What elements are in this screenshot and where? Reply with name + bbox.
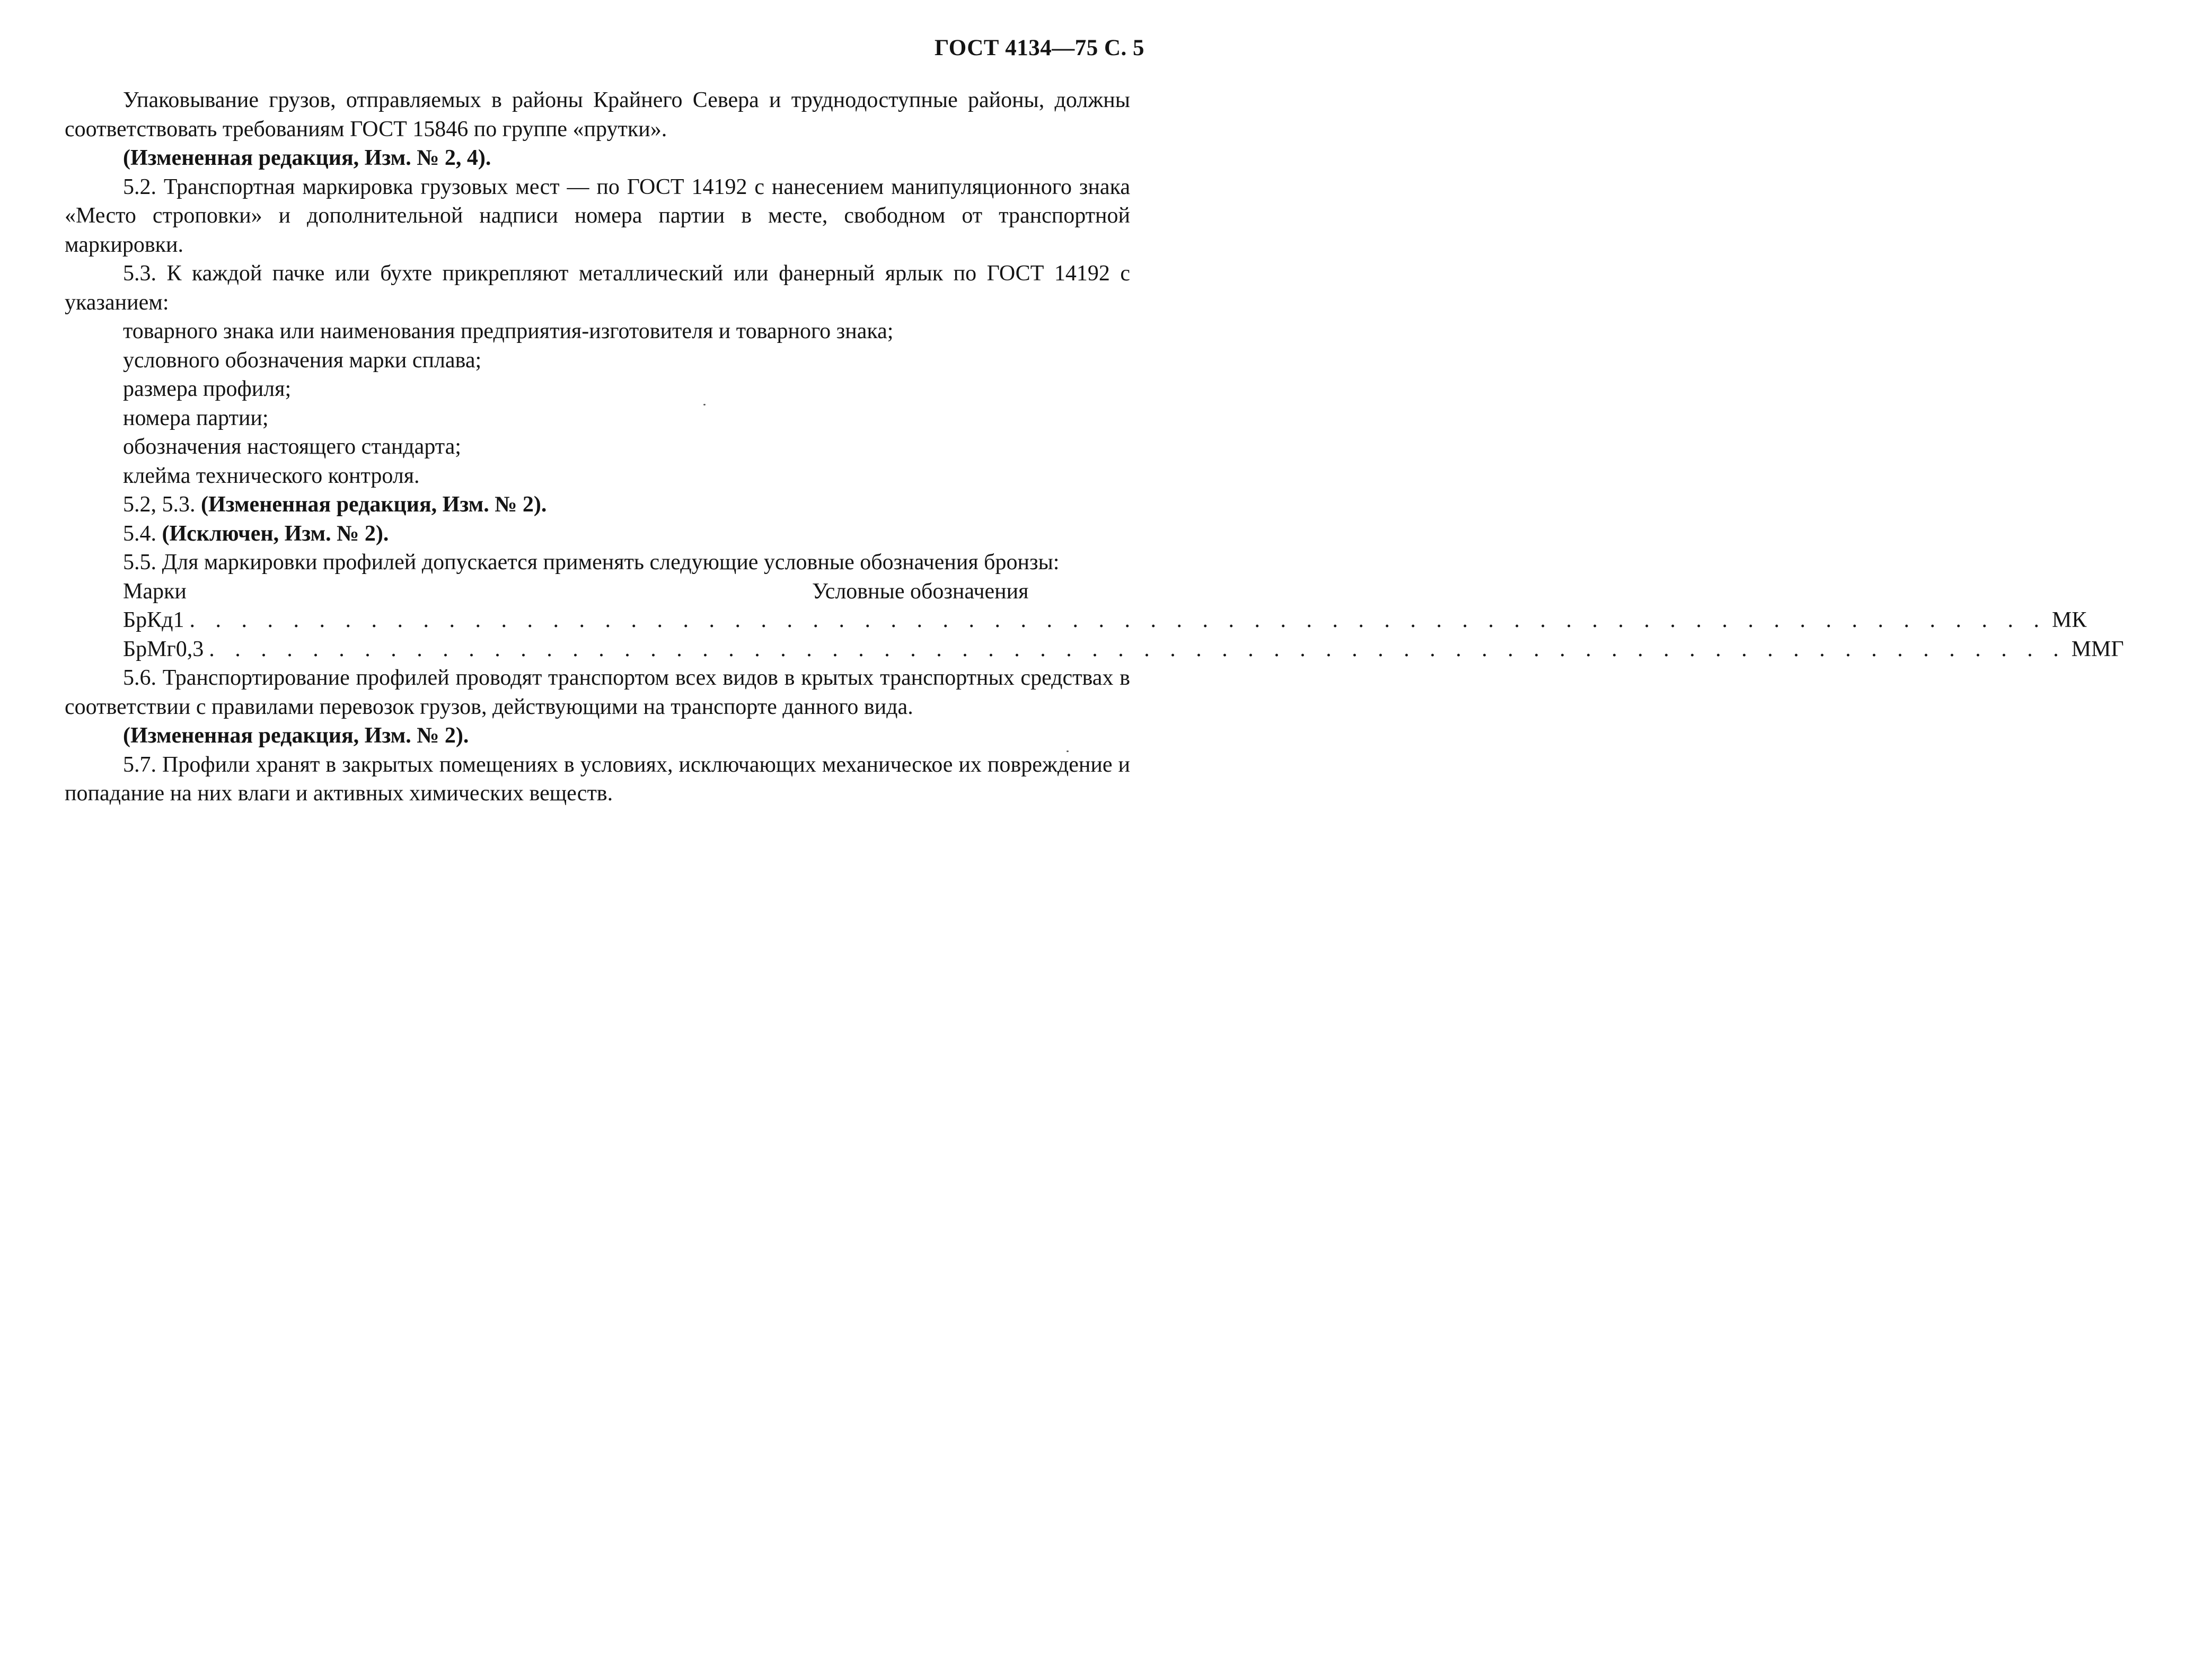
mark-code: МК xyxy=(2052,608,2087,632)
dot-leader: . . . . . . . . . . . . . . . . . . . . . . . . . . . . . . . . . . . . . . . . . . . . . . . . . . . . . . . . . . . . . . . . . . . . . . . . xyxy=(189,608,2047,632)
revision-note: (Измененная редакция, Изм. № 2). xyxy=(201,492,547,517)
dot-leader: . . . . . . . . . . . . . . . . . . . . . . . . . . . . . . . . . . . . . . . . . . . . . . . . . . . . . . . . . . . . . . . . . . . . . . . . xyxy=(209,637,2066,661)
marks-table-header xyxy=(65,577,1130,606)
column-header-codes: Условные обозначения xyxy=(812,579,1029,604)
revision-note: (Измененная редакция, Изм. № 2, 4). xyxy=(123,146,491,170)
mark-code: ММГ xyxy=(2071,637,2124,661)
paragraph-5-2: 5.2. Транспортная маркировка грузовых мест — по ГОСТ 14192 с нанесением манипуляционного знака «Место строповки» и дополнительной надписи номера партии в месте, свободном от транспортной маркировки. xyxy=(65,174,1130,257)
paragraph-5-3: 5.3. К каждой пачке или бухте прикрепляют металлический или фанерный ярлык по ГОСТ 14192 с указанием: xyxy=(65,261,1130,315)
document-body xyxy=(65,86,2124,808)
clause-number: 5.4. xyxy=(123,521,156,546)
mark-name: БрМг0,3 xyxy=(123,637,204,661)
column-header-marks: Марки xyxy=(123,579,187,604)
mark-name: БрКд1 xyxy=(123,608,184,632)
paragraph-5-5: 5.5. Для маркировки профилей допускается применять следующие условные обозначения бронзы: xyxy=(123,550,1060,575)
clause-numbers: 5.2, 5.3. xyxy=(123,492,196,517)
table-row xyxy=(65,606,2087,635)
scan-speck xyxy=(1067,750,1069,752)
scan-speck xyxy=(703,404,706,405)
list-item: размера профиля; xyxy=(123,377,292,401)
page-header: ГОСТ 4134—75 С. 5 xyxy=(934,36,1144,60)
revision-note: (Измененная редакция, Изм. № 2). xyxy=(123,723,469,748)
excluded-note: (Исключен, Изм. № 2). xyxy=(162,521,389,546)
paragraph-5-7: 5.7. Профили хранят в закрытых помещениях в условиях, исключающих механическое их повреждение и попадание на них влаги и активных химических веществ. xyxy=(65,752,1130,806)
paragraph-5-2-5-3-revision xyxy=(65,490,1130,519)
list-item: клейма технического контроля. xyxy=(123,463,420,488)
list-item: номера партии; xyxy=(123,405,269,430)
table-row xyxy=(65,635,2124,664)
list-item: условного обозначения марки сплава; xyxy=(123,348,482,373)
list-item: обозначения настоящего стандарта; xyxy=(123,435,461,459)
label-contents-list xyxy=(65,317,1130,490)
paragraph-packing: Упаковывание грузов, отправляемых в районы Крайнего Севера и труднодоступные районы, должны соответствовать требованиям ГОСТ 15846 по группе «прутки». xyxy=(65,88,1130,142)
marks-table xyxy=(65,577,2124,664)
list-item: товарного знака или наименования предприятия-изготовителя и товарного знака; xyxy=(123,319,894,343)
paragraph-5-6: 5.6. Транспортирование профилей проводят транспортом всех видов в крытых транспортных средствах в соответствии с правилами перевозок грузов, действующими на транспорте данного вида. xyxy=(65,666,1130,719)
paragraph-5-4 xyxy=(65,519,1130,549)
